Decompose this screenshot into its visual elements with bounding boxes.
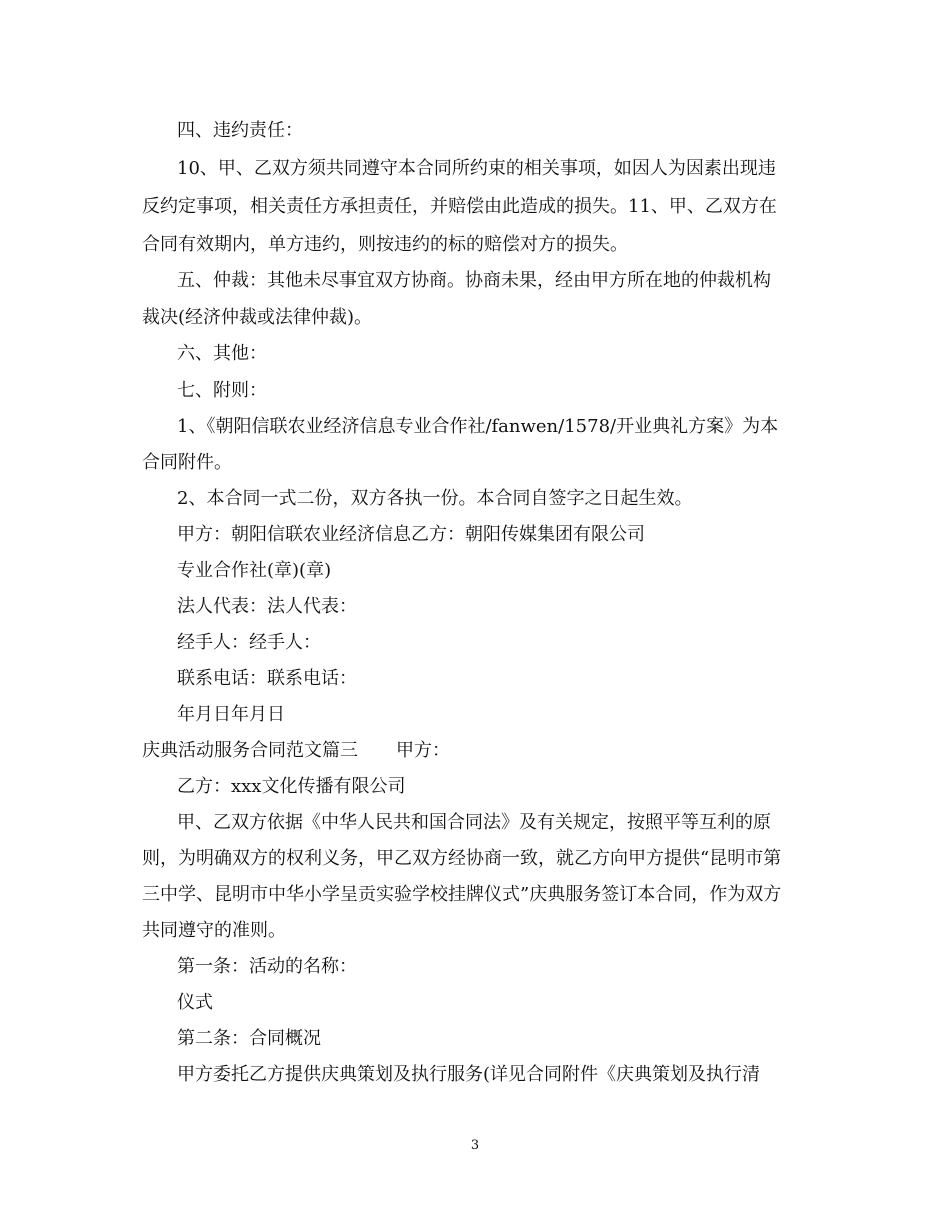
paragraph-line: 五、仲裁：其他未尽事宜双方协商。协商未果，经由甲方所在地的仲裁机构: [177, 270, 771, 291]
page-number: 3: [470, 1138, 480, 1153]
paragraph-line: 10、甲、乙双方须共同遵守本合同所约束的相关事项，如因人为因素出现违: [177, 158, 776, 179]
paragraph-line: 仪式: [177, 992, 213, 1013]
signature-line: 法人代表：法人代表：: [177, 596, 357, 617]
date-line: 年月日年月日: [177, 704, 285, 725]
article-heading: 第一条：活动的名称：: [177, 956, 357, 977]
paragraph-line: 1、《朝阳信联农业经济信息专业合作社/fanwen/1578/开业典礼方案》为本: [177, 416, 779, 437]
paragraph-line: 合同附件。: [142, 452, 232, 473]
signature-line: 专业合作社(章)(章): [177, 560, 332, 581]
paragraph-line: 三中学、昆明市中华小学呈贡实验学校挂牌仪式”庆典服务签订本合同，作为双方: [142, 884, 782, 905]
paragraph-line: 甲、乙双方依据《中华人民共和国合同法》及有关规定，按照平等互利的原: [177, 812, 771, 833]
signature-line: 经手人：经手人：: [177, 632, 321, 653]
paragraph-line: 合同有效期内，单方违约，则按违约的标的赔偿对方的损失。: [142, 234, 628, 255]
paragraph-line: 甲方委托乙方提供庆典策划及执行服务(详见合同附件《庆典策划及执行清: [177, 1064, 761, 1085]
signature-line: 甲方：朝阳信联农业经济信息乙方：朝阳传媒集团有限公司: [177, 524, 645, 545]
section-heading-other: 六、其他：: [177, 343, 267, 364]
paragraph-line: 2、本合同一式二份，双方各执一份。本合同自签字之日起生效。: [177, 488, 693, 509]
section-heading-breach: 四、违约责任：: [177, 120, 303, 141]
article-heading: 第二条：合同概况: [177, 1028, 321, 1049]
paragraph-line: 共同遵守的准则。: [142, 920, 286, 941]
paragraph-line: 反约定事项，相关责任方承担责任，并赔偿由此造成的损失。11、甲、乙双方在: [142, 196, 777, 217]
contract-title: 庆典活动服务合同范文篇三: [142, 740, 358, 761]
party-b-line: 乙方：xxx文化传播有限公司: [177, 776, 406, 797]
paragraph-line: 则，为明确双方的权利义务，甲乙双方经协商一致，就乙方向甲方提供“昆明市第: [142, 848, 782, 869]
contract-title-line: [142, 739, 822, 763]
party-a-label: 甲方：: [396, 740, 450, 761]
section-heading-appendix: 七、附则：: [177, 380, 267, 401]
signature-line: 联系电话：联系电话：: [177, 668, 357, 689]
paragraph-line: 裁决(经济仲裁或法律仲裁)。: [142, 307, 373, 328]
